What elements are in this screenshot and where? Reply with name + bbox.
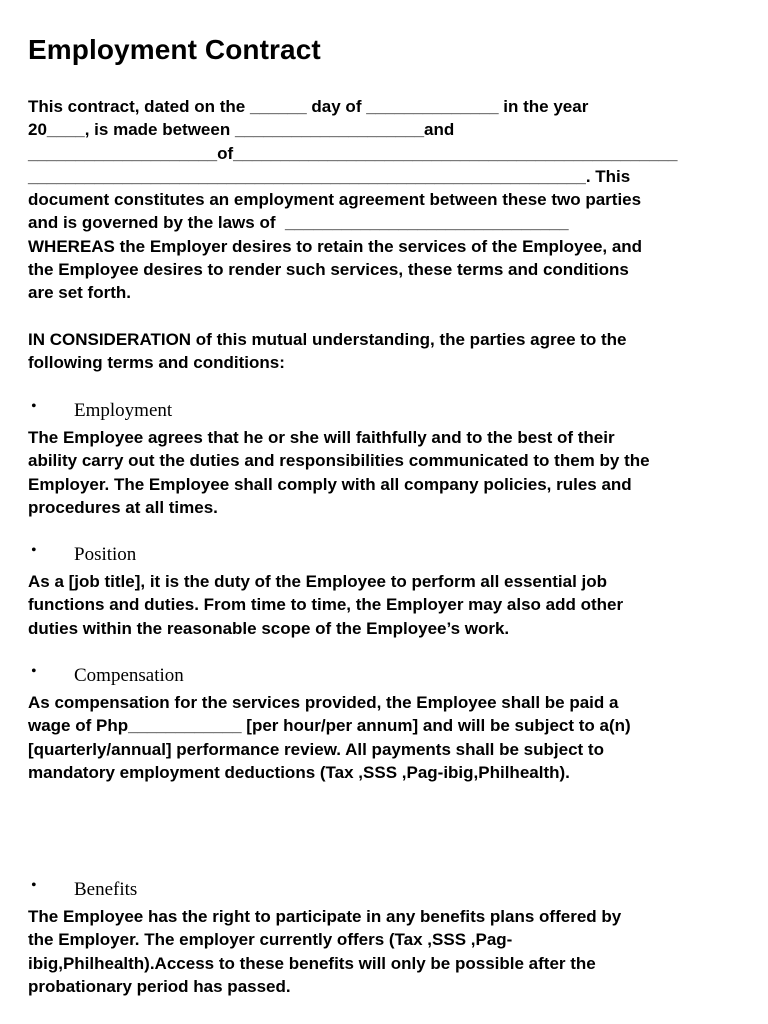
section-line: As compensation for the services provided, the Employee shall be paid a [28,693,619,712]
section-line: duties within the reasonable scope of the Employee’s work. [28,618,510,638]
section-line: [quarterly/annual] performance review. All payments shall be subject to [28,739,604,759]
section-line: The Employee agrees that he or she will faithfully and to the best of their [28,428,615,447]
section-heading-label: Compensation [74,665,184,686]
intro-line: ___________________________________________________________. This [28,166,631,186]
intro-line: 20____, is made between ____________________and [28,120,455,140]
section-line: probationary period has passed. [28,976,291,996]
section-body-benefits [28,905,718,998]
section-heading-label: Position [74,544,137,565]
section-heading-label: Employment [74,400,173,421]
section-line: Employer. The Employee shall comply with all company policies, rules and [28,474,632,494]
section-line: the Employer. The employer currently offers (Tax ,SSS ,Pag- [28,930,513,950]
section-body-employment [28,426,718,519]
whereas-line: are set forth. [28,283,131,303]
bullet-icon: • [31,877,37,894]
section-heading-label: Benefits [74,879,138,900]
intro-line: document constitutes an employment agreement between these two parties [28,190,642,210]
section-line: As a [job title], it is the duty of the Employee to perform all essential job [28,572,608,591]
document-title: Employment Contract [28,34,321,65]
section-body-compensation [28,691,718,784]
whereas-line: WHEREAS the Employer desires to retain the services of the Employee, and [28,236,643,256]
section-line: The Employee has the right to participate in any benefits plans offered by [28,907,622,926]
consideration-line: following terms and conditions: [28,353,285,373]
intro-line: ____________________of_______________________________________________ [28,143,678,163]
consideration-line: IN CONSIDERATION of this mutual understanding, the parties agree to the [28,330,627,349]
section-line: ability carry out the duties and responsibilities communicated to them by the [28,451,650,471]
whereas-line: the Employee desires to render such services, these terms and conditions [28,260,629,280]
section-body-position [28,570,718,640]
bullet-icon: • [31,663,37,680]
section-line: procedures at all times. [28,497,218,517]
intro-line: and is governed by the laws of ______________________________ [28,213,569,233]
bullet-icon: • [31,398,37,415]
section-line: functions and duties. From time to time, the Employer may also add other [28,595,624,615]
intro-paragraph [28,95,718,305]
bullet-icon: • [31,542,37,559]
section-line: wage of Php____________ [per hour/per annum] and will be subject to a(n) [28,716,631,736]
section-line: mandatory employment deductions (Tax ,SSS ,Pag-ibig,Philhealth). [28,762,570,782]
consideration-paragraph [28,328,718,375]
intro-line: This contract, dated on the ______ day of ______________ in the year [28,97,589,116]
section-line: ibig,Philhealth).Access to these benefits will only be possible after the [28,953,596,973]
